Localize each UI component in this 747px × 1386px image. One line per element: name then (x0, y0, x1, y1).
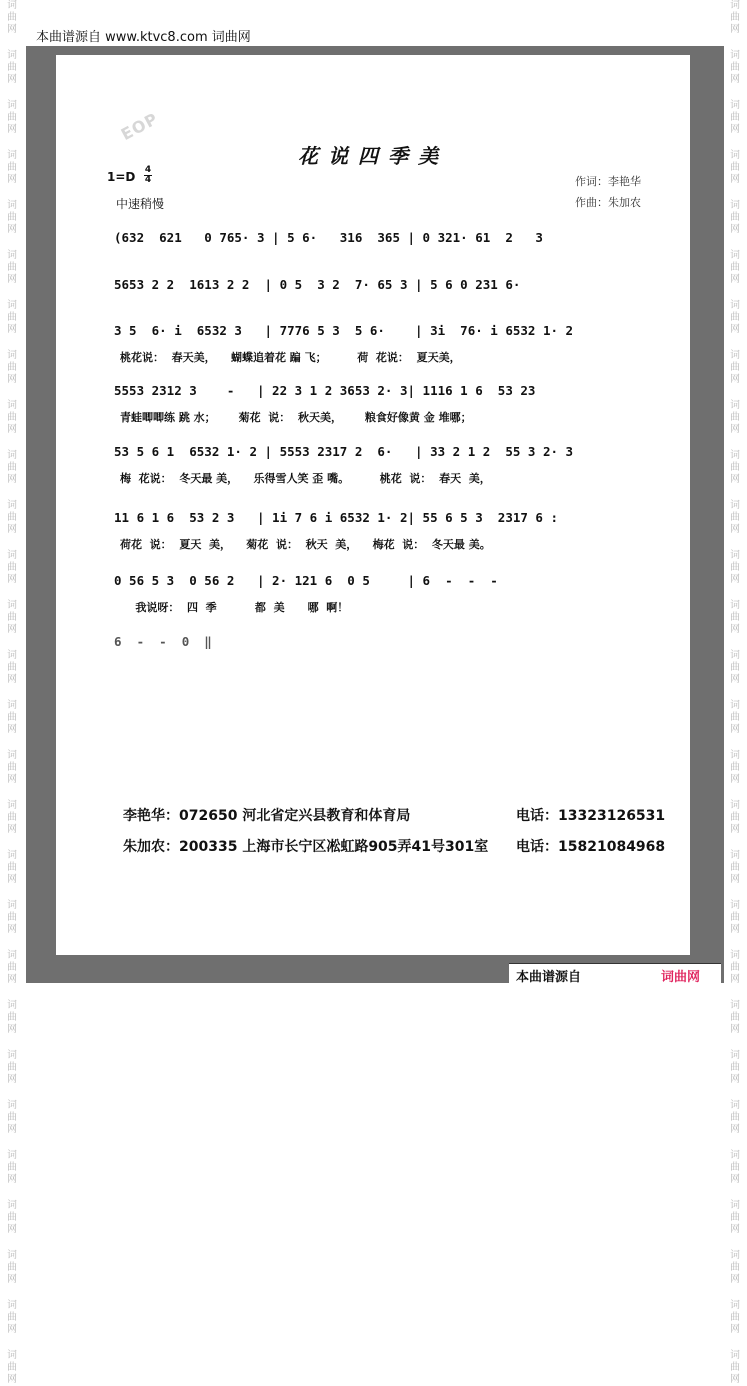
watermark-char: 曲 (730, 362, 740, 373)
watermark-char: 曲 (7, 1112, 17, 1123)
watermark-char: 网 (7, 74, 17, 85)
contact-phone: 电话：15821084968 (516, 839, 666, 855)
watermark-char: 网 (730, 624, 740, 635)
watermark-char: 曲 (730, 1112, 740, 1123)
watermark-char: 网 (730, 1124, 740, 1135)
watermark-char: 曲 (7, 962, 17, 973)
watermark-char: 网 (730, 924, 740, 935)
composer-credit: 作曲：朱加农 (575, 196, 641, 209)
watermark-char: 网 (7, 124, 17, 135)
watermark-char: 曲 (730, 712, 740, 723)
footer-site-link[interactable]: 词曲网 (661, 970, 701, 985)
watermark-char: 词 (730, 650, 740, 661)
lyric-line: 我说呀： 四 季 都 美 哪 啊！ (120, 601, 349, 614)
contact-row (123, 836, 666, 856)
watermark-char: 曲 (730, 1062, 740, 1073)
meter-bottom: 4 (144, 175, 152, 185)
watermark-char: 曲 (7, 112, 17, 123)
watermark-char: 词 (7, 150, 17, 161)
watermark-char: 网 (7, 624, 17, 635)
watermark-char: 网 (7, 1274, 17, 1285)
watermark-char: 词 (730, 450, 740, 461)
watermark-char: 曲 (7, 862, 17, 873)
watermark-char: 网 (7, 1074, 17, 1085)
song-title: 花说四季美 (298, 144, 448, 168)
watermark-char: 词 (7, 900, 17, 911)
key-signature: 1=D (107, 170, 136, 184)
watermark-char: 词 (7, 50, 17, 61)
watermark-char: 曲 (730, 112, 740, 123)
watermark-char: 曲 (7, 1062, 17, 1073)
watermark-char: 网 (730, 474, 740, 485)
watermark-char: 词 (7, 1100, 17, 1111)
notation-line: 11 6 1 6 53 2 3 | 1i 7 6 i 6532 1· 2| 55 6 5 3 2317 6 : (114, 510, 559, 525)
footer-source-label: 本曲谱源自 (516, 970, 582, 985)
watermark-char: 曲 (730, 562, 740, 573)
watermark-char: 词 (730, 800, 740, 811)
watermark-char: 曲 (7, 312, 17, 323)
left-watermark-strip (3, 0, 21, 1385)
watermark-char: 词 (730, 1050, 740, 1061)
watermark-char: 曲 (7, 412, 17, 423)
watermark-char: 词 (730, 250, 740, 261)
watermark-char: 词 (730, 1200, 740, 1211)
tempo-marking: 中速稍慢 (116, 197, 165, 211)
watermark-char: 网 (730, 74, 740, 85)
watermark-char: 曲 (7, 612, 17, 623)
watermark-char: 曲 (7, 12, 17, 23)
watermark-char: 词 (730, 50, 740, 61)
watermark-char: 曲 (7, 512, 17, 523)
watermark-char: 网 (7, 324, 17, 335)
watermark-char: 曲 (7, 662, 17, 673)
watermark-char: 曲 (7, 1012, 17, 1023)
watermark-char: 网 (730, 24, 740, 35)
watermark-char: 曲 (7, 1262, 17, 1273)
watermark-char: 网 (730, 574, 740, 585)
watermark-char: 曲 (730, 212, 740, 223)
watermark-char: 词 (730, 1150, 740, 1161)
watermark-char: 曲 (730, 12, 740, 23)
score-line (56, 510, 690, 580)
watermark-char: 曲 (730, 762, 740, 773)
watermark-char: 曲 (7, 462, 17, 473)
watermark-char: 曲 (7, 812, 17, 823)
right-watermark-strip (726, 0, 744, 1385)
watermark-char: 词 (730, 400, 740, 411)
watermark-char: 曲 (7, 1362, 17, 1373)
watermark-char: 曲 (730, 462, 740, 473)
watermark-char: 曲 (7, 1162, 17, 1173)
sheet-music-page (56, 55, 690, 955)
watermark-char: 曲 (7, 162, 17, 173)
watermark-char: 网 (7, 374, 17, 385)
watermark-char: 词 (730, 900, 740, 911)
watermark-char: 词 (730, 750, 740, 761)
watermark-char: 网 (730, 874, 740, 885)
watermark-char: 词 (7, 1300, 17, 1311)
watermark-char: 曲 (730, 962, 740, 973)
watermark-char: 网 (7, 1024, 17, 1035)
watermark-char: 词 (7, 750, 17, 761)
notation-line: 5553 2312 3 - | 22 3 1 2 3653 2· 3| 1116 1 6 53 23 (114, 383, 559, 398)
watermark-char: 词 (730, 550, 740, 561)
watermark-char: 词 (7, 850, 17, 861)
source-header: 本曲谱源自 www.ktvc8.com 词曲网 (36, 30, 251, 45)
notation-line: 3 5 6· i 6532 3 | 7776 5 3 5 6· | 3i 76· i 6532 1· 2 (114, 323, 574, 338)
contact-address: 朱加农：200335 上海市长宁区凇虹路905弄41号301室 (123, 839, 489, 855)
watermark-char: 网 (730, 224, 740, 235)
watermark-char: 词 (7, 300, 17, 311)
watermark-char: 网 (730, 274, 740, 285)
watermark-char: 曲 (7, 212, 17, 223)
watermark-char: 词 (7, 600, 17, 611)
watermark-char: 词 (7, 250, 17, 261)
watermark-char: 网 (730, 174, 740, 185)
time-signature (144, 166, 152, 185)
watermark-char: 网 (7, 1224, 17, 1235)
watermark-char: 网 (7, 174, 17, 185)
watermark-char: 网 (7, 774, 17, 785)
lyric-line: 桃花说： 春天美， 蝴蝶追着花 蹁 飞； 荷 花说： 夏天美， (120, 351, 461, 364)
watermark-char: 曲 (730, 312, 740, 323)
watermark-char: 词 (730, 850, 740, 861)
watermark-char: 网 (7, 974, 17, 985)
watermark-char: 词 (730, 300, 740, 311)
watermark-char: 网 (730, 824, 740, 835)
notation-line: 5653 2 2 1613 2 2 | 0 5 3 2 7· 65 3 | 5 6 0 231 6· (114, 277, 566, 292)
watermark-char: 词 (730, 1000, 740, 1011)
eop-logo: EOP (117, 108, 162, 145)
watermark-char: 词 (7, 650, 17, 661)
watermark-char: 词 (7, 1250, 17, 1261)
watermark-char: 曲 (730, 612, 740, 623)
watermark-char: 网 (730, 1174, 740, 1185)
watermark-char: 网 (730, 1224, 740, 1235)
watermark-char: 网 (730, 724, 740, 735)
watermark-char: 网 (7, 924, 17, 935)
watermark-char: 词 (7, 0, 17, 11)
watermark-char: 词 (7, 400, 17, 411)
watermark-char: 词 (730, 0, 740, 11)
watermark-char: 曲 (7, 1212, 17, 1223)
watermark-char: 词 (7, 950, 17, 961)
watermark-char: 网 (730, 324, 740, 335)
watermark-char: 曲 (730, 162, 740, 173)
watermark-char: 曲 (7, 262, 17, 273)
watermark-char: 网 (7, 1374, 17, 1385)
watermark-char: 曲 (730, 912, 740, 923)
watermark-char: 词 (7, 100, 17, 111)
watermark-char: 词 (730, 200, 740, 211)
watermark-char: 网 (7, 274, 17, 285)
watermark-char: 曲 (730, 1212, 740, 1223)
watermark-char: 网 (7, 824, 17, 835)
watermark-char: 词 (7, 1050, 17, 1061)
watermark-char: 网 (7, 424, 17, 435)
watermark-char: 词 (7, 1150, 17, 1161)
watermark-char: 网 (7, 474, 17, 485)
watermark-char: 词 (730, 1350, 740, 1361)
watermark-char: 词 (730, 1250, 740, 1261)
watermark-char: 网 (730, 774, 740, 785)
watermark-char: 词 (730, 600, 740, 611)
watermark-char: 网 (730, 1024, 740, 1035)
watermark-char: 词 (7, 350, 17, 361)
score-line (56, 634, 690, 704)
watermark-char: 曲 (7, 712, 17, 723)
watermark-char: 词 (7, 1200, 17, 1211)
watermark-char: 网 (730, 1074, 740, 1085)
watermark-char: 曲 (730, 812, 740, 823)
watermark-char: 词 (7, 800, 17, 811)
watermark-char: 词 (730, 500, 740, 511)
notation-line: (632 621 0 765· 3 | 5 6· 316 365 | 0 321· 61 2 3 (114, 230, 551, 245)
watermark-char: 词 (730, 950, 740, 961)
watermark-char: 网 (7, 1324, 17, 1335)
watermark-char: 网 (7, 574, 17, 585)
watermark-char: 词 (7, 550, 17, 561)
score-line (56, 383, 690, 453)
watermark-char: 网 (730, 674, 740, 685)
watermark-char: 网 (7, 674, 17, 685)
watermark-char: 网 (730, 424, 740, 435)
watermark-char: 曲 (730, 1362, 740, 1373)
watermark-char: 曲 (730, 1012, 740, 1023)
watermark-char: 网 (7, 724, 17, 735)
watermark-char: 网 (730, 524, 740, 535)
watermark-char: 曲 (730, 862, 740, 873)
watermark-char: 曲 (730, 1262, 740, 1273)
notation-line: 53 5 6 1 6532 1· 2 | 5553 2317 2 6· | 33 2 1 2 55 3 2· 3 (114, 444, 574, 459)
lyric-line: 梅 花说： 冬天最 美， 乐得雪人笑 歪 嘴。 桃花 说： 春天 美， (120, 472, 491, 485)
watermark-char: 词 (730, 100, 740, 111)
watermark-char: 词 (730, 350, 740, 361)
watermark-char: 曲 (730, 662, 740, 673)
watermark-char: 网 (7, 874, 17, 885)
notation-line: 0 56 5 3 0 56 2 | 2· 121 6 0 5 | 6 - - - (114, 573, 559, 588)
notation-line: 6 - - 0 ‖ (114, 634, 212, 649)
watermark-char: 网 (7, 1174, 17, 1185)
watermark-char: 网 (7, 224, 17, 235)
meter-top: 4 (144, 165, 152, 175)
watermark-char: 网 (730, 974, 740, 985)
watermark-char: 曲 (730, 412, 740, 423)
watermark-char: 网 (730, 374, 740, 385)
watermark-char: 词 (7, 1000, 17, 1011)
watermark-char: 曲 (730, 1312, 740, 1323)
watermark-char: 词 (7, 450, 17, 461)
watermark-char: 网 (730, 124, 740, 135)
contact-address: 李艳华：072650 河北省定兴县教育和体育局 (123, 808, 411, 824)
watermark-char: 曲 (7, 362, 17, 373)
watermark-char: 词 (730, 150, 740, 161)
contact-row (123, 805, 666, 825)
watermark-char: 词 (7, 1350, 17, 1361)
watermark-char: 曲 (7, 912, 17, 923)
footer-banner (509, 963, 721, 986)
watermark-char: 曲 (730, 62, 740, 73)
watermark-char: 词 (730, 700, 740, 711)
watermark-char: 网 (7, 1124, 17, 1135)
watermark-char: 词 (7, 500, 17, 511)
watermark-char: 词 (730, 1100, 740, 1111)
score-line (56, 573, 690, 643)
watermark-char: 词 (7, 200, 17, 211)
watermark-char: 曲 (730, 512, 740, 523)
watermark-char: 曲 (7, 562, 17, 573)
lyric-line: 青蛙唧唧练 跳 水； 菊花 说： 秋天美， 粮食好像黄 金 堆哪； (120, 411, 472, 424)
watermark-char: 曲 (730, 262, 740, 273)
watermark-char: 网 (7, 24, 17, 35)
watermark-char: 网 (7, 524, 17, 535)
watermark-char: 网 (730, 1324, 740, 1335)
lyric-line: 荷花 说： 夏天 美， 菊花 说： 秋天 美， 梅花 说： 冬天最 美。 (120, 538, 491, 551)
watermark-char: 曲 (7, 1312, 17, 1323)
score-line (56, 444, 690, 514)
watermark-char: 词 (730, 1300, 740, 1311)
watermark-char: 网 (730, 1374, 740, 1385)
lyricist-credit: 作词：李艳华 (575, 175, 641, 188)
watermark-char: 曲 (7, 762, 17, 773)
contact-phone: 电话：13323126531 (516, 808, 666, 824)
watermark-char: 词 (7, 700, 17, 711)
watermark-char: 曲 (7, 62, 17, 73)
watermark-char: 曲 (730, 1162, 740, 1173)
watermark-char: 网 (730, 1274, 740, 1285)
